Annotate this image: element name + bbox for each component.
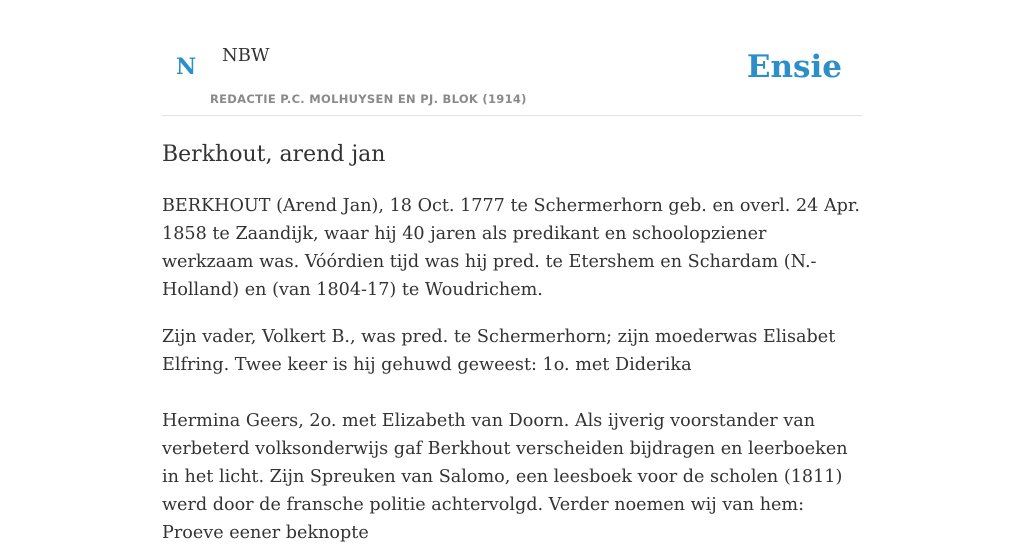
article-title: Berkhout, arend jan	[162, 142, 386, 167]
article-paragraph: Zijn vader, Volkert B., was pred. te Schermerhorn; zijn moederwas Elisabet Elfring. Twee keer is hij gehuwd geweest: 1o. met Diderika	[162, 327, 836, 375]
article-paragraph: BERKHOUT (Arend Jan), 18 Oct. 1777 te Schermerhorn geb. en overl. 24 Apr. 1858 te Zaandijk, waar hij 40 jaren als predikant en schoolopziener werkzaam was. Vóórdien tijd was hij pred. te Etershem en Schardam (N.-Holland) en (van 1804-17) te Woudrichem.	[162, 196, 861, 300]
source-editors: REDACTIE P.C. MOLHUYSEN EN PJ. BLOK (1914)	[210, 92, 527, 106]
source-logo-letter[interactable]: N	[176, 54, 197, 80]
article-paragraph: Hermina Geers, 2o. met Elizabeth van Doorn. Als ijverig voorstander van verbeterd volksonderwijs gaf Berkhout verscheiden bijdragen en leerboeken in het licht. Zijn Spreuken van Salomo, een leesboek voor de scholen (1811) werd door de fransche politie achtervolgd. Verder noemen wij van hem: Proeve eener beknopte	[162, 411, 848, 543]
ensie-logo[interactable]: Ensie	[746, 49, 842, 85]
source-name: NBW	[222, 45, 270, 66]
header	[162, 0, 862, 116]
